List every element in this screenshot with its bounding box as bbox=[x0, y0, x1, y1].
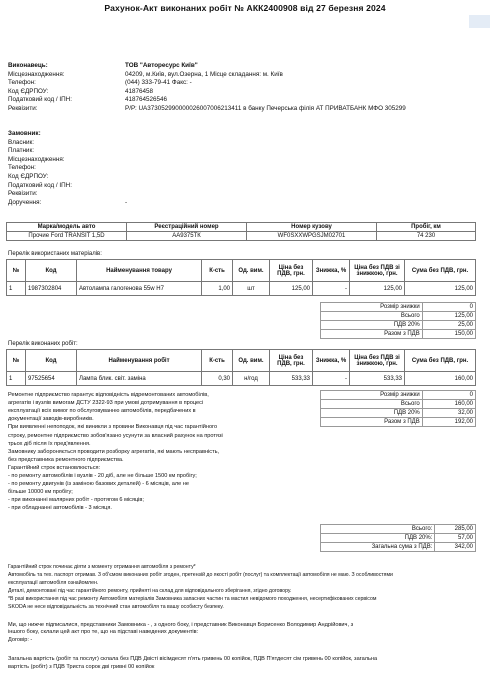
executor-value: (044) 333-79-41 Факс: - bbox=[125, 79, 192, 87]
work-total-row bbox=[321, 418, 476, 427]
material-header-7: Ціна без ПДВ зі знижкою, грн. bbox=[350, 260, 405, 282]
customer-row bbox=[8, 199, 488, 208]
material-total-row bbox=[321, 330, 476, 339]
warranty-line: документації заводів-виробників. bbox=[8, 416, 94, 423]
vehicle-model: Прочие Ford TRANSIT 1,5D bbox=[7, 232, 127, 241]
material-total-label: Разом з ПДВ bbox=[321, 330, 423, 339]
material-cell: 125,00 bbox=[270, 282, 313, 296]
work-cell: 533,33 bbox=[350, 372, 405, 386]
executor-value: Р/Р: UA373052990000026007006213411 в банку Печерська філія АТ ПРИВАТБАНК МФО 305299 bbox=[125, 105, 406, 112]
material-header-3: К-сть bbox=[202, 260, 233, 282]
grand-totals bbox=[320, 524, 476, 552]
material-cell: 125,00 bbox=[350, 282, 405, 296]
grand-total-value: 342,00 bbox=[435, 543, 476, 552]
material-total-value: 25,00 bbox=[422, 321, 475, 330]
customer-row bbox=[8, 190, 488, 199]
work-cell: - bbox=[313, 372, 350, 386]
grand-total-value: 285,00 bbox=[435, 525, 476, 534]
work-total-value: 160,00 bbox=[422, 400, 475, 409]
work-total-row bbox=[321, 400, 476, 409]
work-header-3: К-сть bbox=[202, 350, 233, 372]
executor-row bbox=[8, 71, 488, 80]
grand-total-row bbox=[321, 525, 476, 534]
customer-row bbox=[8, 147, 488, 156]
vehicle-col-body: Номер кузову bbox=[247, 223, 377, 232]
words-line: вартість (робіт) з ПДВ Триста сорок дві гривні 00 копійок bbox=[8, 664, 155, 670]
grand-total-row bbox=[321, 534, 476, 543]
customer-label: Платник: bbox=[8, 147, 34, 155]
customer-value: - bbox=[125, 198, 128, 206]
warranty-line: При виявленні непоподок, які виникли з провини Виконавця під час гарантійного bbox=[8, 424, 218, 431]
vehicle-col-reg: Реєстраційний номер bbox=[127, 223, 247, 232]
customer-row bbox=[8, 182, 488, 191]
note-line: Деталі, демонтовані під час гарантійного ремонту, прийняті на склад для відповідального зберігання, згідно договору. bbox=[8, 587, 292, 594]
executor-label: Місцезнаходження: bbox=[8, 70, 65, 78]
material-cell: 1 bbox=[7, 282, 26, 296]
material-cell: Автолампа галогенова 55w H7 bbox=[77, 282, 202, 296]
executor-label: Податковий код / ІПН: bbox=[8, 96, 72, 104]
material-header-6: Знижка, % bbox=[313, 260, 350, 282]
work-cell: 160,00 bbox=[405, 372, 476, 386]
executor-label: Реквізити: bbox=[8, 105, 38, 112]
work-total-row bbox=[321, 409, 476, 418]
material-cell: шт bbox=[233, 282, 270, 296]
customer-label: Місцезнаходження: bbox=[8, 155, 65, 163]
sign-line: Договір: - bbox=[8, 636, 33, 643]
watermark-badge bbox=[469, 15, 490, 28]
grand-total-label: Всього: bbox=[321, 525, 435, 534]
warranty-line: - по ремонту двигунів (із заміною базових деталей) - 6 місяців, але не bbox=[8, 481, 190, 488]
customer-label: Податковий код / ІПН: bbox=[8, 181, 72, 189]
grand-total-row bbox=[321, 543, 476, 552]
executor-row bbox=[8, 96, 488, 105]
material-total-value: 0 bbox=[422, 303, 475, 312]
material-cell: 125,00 bbox=[405, 282, 476, 296]
vehicle-body: WF0SXXWPGSJM02701 bbox=[247, 232, 377, 241]
materials-totals bbox=[320, 302, 476, 339]
customer-label: Доручення: bbox=[8, 198, 42, 206]
note-line: експлуатації автомобіля ознайомлен. bbox=[8, 579, 99, 586]
material-total-label: ПДВ 20% bbox=[321, 321, 423, 330]
work-header-5: Ціна без ПДВ, грн. bbox=[270, 350, 313, 372]
warranty-line: - при виконанні малярних робіт - протягом 6 місяців; bbox=[8, 497, 144, 504]
words-line: Загальна вартість (робіт та послуг) склала без ПДВ Двісті вісімдесят п'ять гривень 00 копійок, ПДВ П'ятдесят сім гривень 00 копійок, загальна bbox=[8, 656, 378, 662]
material-total-row bbox=[321, 303, 476, 312]
sign-line: іншого боку, склали цей акт про те, що на підставі наведених документів: bbox=[8, 629, 199, 636]
material-header-4: Од. вим. bbox=[233, 260, 270, 282]
note-line: Гарантійний строк починає діяти з моменту отримання автомобіля з ремонту* bbox=[8, 564, 196, 570]
grand-total-label: ПДВ 20%: bbox=[321, 534, 435, 543]
material-row bbox=[7, 282, 476, 296]
material-total-value: 150,00 bbox=[422, 330, 475, 339]
material-header-8: Сума без ПДВ, грн. bbox=[405, 260, 476, 282]
executor-value: 41876458 bbox=[125, 87, 154, 95]
vehicle-table bbox=[6, 222, 476, 241]
material-total-value: 125,00 bbox=[422, 312, 475, 321]
material-header-0: № bbox=[7, 260, 26, 282]
material-total-row bbox=[321, 312, 476, 321]
customer-row bbox=[8, 164, 488, 173]
work-header-7: Ціна без ПДВ зі знижкою, грн. bbox=[350, 350, 405, 372]
material-total-row bbox=[321, 321, 476, 330]
work-row bbox=[7, 372, 476, 386]
warranty-line: Замовнику забороняється проводити розборку агрегатів, які мають несправність, bbox=[8, 448, 220, 455]
vehicle-col-model: Марка/модель авто bbox=[7, 223, 127, 232]
executor-value: 418764526546 bbox=[125, 96, 168, 104]
works-caption: Перелік виконаних робіт: bbox=[8, 341, 78, 347]
work-cell: 533,33 bbox=[270, 372, 313, 386]
warranty-line: - при обладнанні автомобілів - 3 місяця. bbox=[8, 505, 112, 512]
warranty-line: Гарантійний строк встановлюється: bbox=[8, 464, 101, 471]
customer-label: Замовник: bbox=[8, 130, 41, 137]
material-header-2: Найменування товару bbox=[77, 260, 202, 282]
works-totals bbox=[320, 390, 476, 427]
warranty-line: - по ремонту автомобілів і вузлів - 20 діб, але не більше 1500 км пробігу; bbox=[8, 473, 197, 479]
works-table bbox=[6, 349, 476, 386]
executor-row bbox=[8, 62, 488, 71]
note-line: SKODA не несе відповідальність за технічний стан автомобіля та вашу особисту безпеку. bbox=[8, 603, 224, 610]
work-header-8: Сума без ПДВ, грн. bbox=[405, 350, 476, 372]
customer-row bbox=[8, 156, 488, 165]
warranty-line: без представника ремонтного підприємства. bbox=[8, 456, 124, 463]
customer-label: Власник: bbox=[8, 138, 35, 146]
executor-label: Виконавець: bbox=[8, 62, 48, 69]
vehicle-reg: АА9375ТК bbox=[127, 232, 247, 241]
note-line: *В разі використання під час ремонту Автомобіля матеріалів Замовника запасних частин та мастил невідомого походження, несертифікованих сервісом bbox=[8, 595, 377, 602]
work-total-value: 0 bbox=[422, 391, 475, 400]
work-total-label: Розмір знижки bbox=[321, 391, 423, 400]
material-total-label: Розмір знижки bbox=[321, 303, 423, 312]
grand-total-label: Загальна сума з ПДВ: bbox=[321, 543, 435, 552]
material-cell: - bbox=[313, 282, 350, 296]
customer-row bbox=[8, 130, 488, 139]
material-cell: 1987302804 bbox=[26, 282, 77, 296]
vehicle-col-mileage: Пробіг, км bbox=[377, 223, 476, 232]
work-total-value: 32,00 bbox=[422, 409, 475, 418]
work-header-1: Код bbox=[26, 350, 77, 372]
work-header-2: Найменування робіт bbox=[77, 350, 202, 372]
work-header-4: Од. вим. bbox=[233, 350, 270, 372]
customer-row bbox=[8, 173, 488, 182]
vehicle-mileage: 74 230 bbox=[377, 232, 476, 241]
work-total-row bbox=[321, 391, 476, 400]
warranty-line: строку, ремонтне підприємство зобов'язано усунути за власний рахунок на протязі bbox=[8, 432, 223, 439]
work-cell: 0,30 bbox=[202, 372, 233, 386]
executor-row bbox=[8, 79, 488, 88]
material-cell: 1,00 bbox=[202, 282, 233, 296]
work-cell: Лампа блик. світ. заміна bbox=[77, 372, 202, 386]
work-total-value: 192,00 bbox=[422, 418, 475, 427]
executor-row bbox=[8, 105, 488, 114]
work-header-0: № bbox=[7, 350, 26, 372]
grand-total-value: 57,00 bbox=[435, 534, 476, 543]
warranty-line: більше 10000 км пробігу; bbox=[8, 489, 73, 496]
materials-table bbox=[6, 259, 476, 296]
work-cell: 1 bbox=[7, 372, 26, 386]
executor-label: Телефон: bbox=[8, 79, 36, 87]
note-line: Автомобіль та тех. паспорт отримав. З об'ємом виконаних робіт згоден, претензій до якості робіт (послуг) та комплектації автомобіля не маю. З особливостями bbox=[8, 571, 393, 578]
sign-line: Ми, що нижче підписалися, представники Замовника - , з одного боку, і представник Виконавця Борисенко Володимир Андрійович, з bbox=[8, 622, 354, 628]
executor-value: 04209, м.Київ, вул.Озерна, 1 Місце складання: м. Київ bbox=[125, 70, 283, 78]
materials-caption: Перелік використаних матеріалів: bbox=[8, 251, 102, 257]
executor-label: Код ЄДРПОУ: bbox=[8, 87, 49, 95]
work-total-label: Всього bbox=[321, 400, 423, 409]
executor-value: ТОВ "Авторесурс Київ" bbox=[125, 62, 198, 69]
work-cell: 97525654 bbox=[26, 372, 77, 386]
warranty-line: експлуатації всіх вимог по обслуговуванню автомобілів, передбачених в bbox=[8, 408, 196, 415]
warranty-line: агрегатів і вузлів вимогам ДСТУ 2322-93 при умові дотримування в процесі bbox=[8, 400, 204, 407]
warranty-line: трьох діб після їх пред'явлення. bbox=[8, 440, 91, 447]
customer-label: Реквізити: bbox=[8, 190, 38, 198]
customer-row bbox=[8, 139, 488, 148]
warranty-line: Ремонтне підприємство гарантує відповідність відремонтованих автомобілів, bbox=[8, 392, 209, 398]
material-header-1: Код bbox=[26, 260, 77, 282]
work-header-6: Знижка, % bbox=[313, 350, 350, 372]
executor-row bbox=[8, 88, 488, 97]
customer-label: Телефон: bbox=[8, 164, 36, 172]
work-cell: н/год bbox=[233, 372, 270, 386]
work-total-label: Разом з ПДВ bbox=[321, 418, 423, 427]
material-total-label: Всього bbox=[321, 312, 423, 321]
work-total-label: ПДВ 20% bbox=[321, 409, 423, 418]
document-title: Рахунок-Акт виконаних робіт № АКК2400908 від 27 березня 2024 bbox=[104, 3, 386, 13]
customer-label: Код ЄДРПОУ: bbox=[8, 173, 49, 180]
material-header-5: Ціна без ПДВ, грн. bbox=[270, 260, 313, 282]
